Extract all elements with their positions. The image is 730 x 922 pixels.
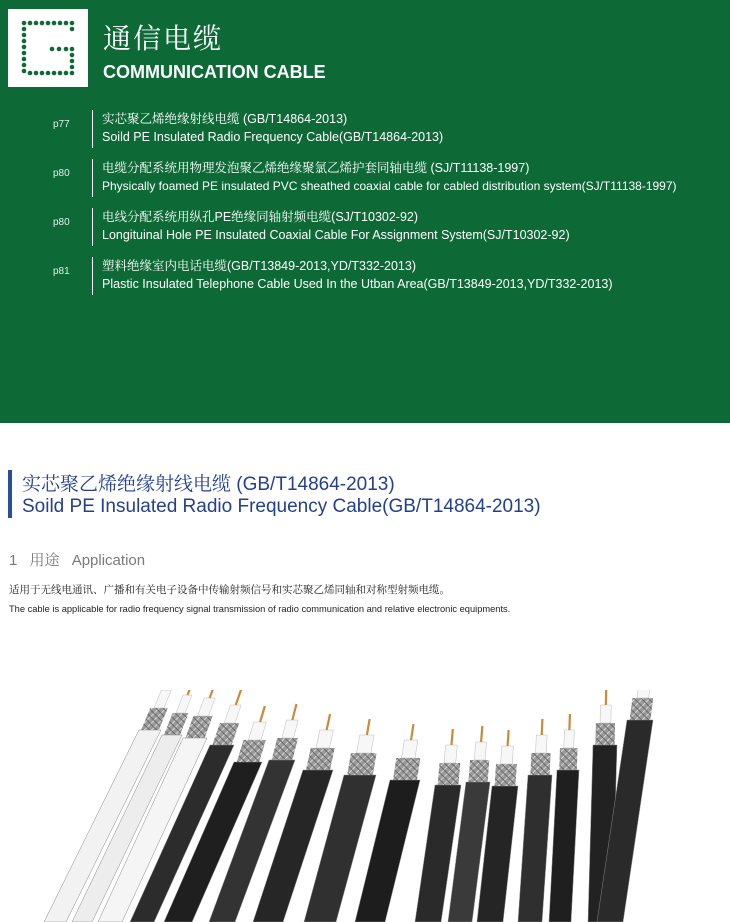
section-title-cn: 实芯聚乙烯绝缘射线电缆 (GB/T14864-2013) (22, 474, 395, 495)
subsection-title-cn: 用途 (29, 552, 60, 569)
toc-entry[interactable] (0, 254, 730, 298)
subsection-title-en: Application (71, 552, 146, 569)
section-accent-bar (8, 470, 12, 518)
toc-page-number: p77 (53, 119, 70, 130)
toc-title-en: Soild PE Insulated Radio Frequency Cable(GB/T14864-2013) (102, 130, 444, 144)
toc-page-number: p80 (53, 168, 70, 179)
description-en: The cable is applicable for radio frequency signal transmission of radio communication and relative electronic equipments. (9, 604, 511, 614)
page-title-en: COMMUNICATION CABLE (103, 62, 326, 82)
subsection-number: 1 (9, 552, 18, 569)
coaxial-cables-photo (0, 690, 730, 922)
toc-divider (92, 110, 93, 148)
toc-entry[interactable] (0, 156, 730, 200)
header-banner (0, 0, 730, 423)
section-title-en: Soild PE Insulated Radio Frequency Cable(GB/T14864-2013) (22, 496, 541, 517)
toc-divider (92, 159, 93, 197)
toc-title-cn: 实芯聚乙烯绝缘射线电缆 (GB/T14864-2013) (102, 112, 348, 126)
toc-title-en: Longituinal Hole PE Insulated Coaxial Cable For Assignment System(SJ/T10302-92) (102, 228, 570, 242)
toc-divider (92, 257, 93, 295)
subsection-heading (9, 549, 153, 570)
toc-title-cn: 塑料绝缘室内电话电缆(GB/T13849-2013,YD/T332-2013) (102, 259, 416, 273)
toc-entry[interactable] (0, 107, 730, 151)
toc-entry[interactable] (0, 205, 730, 249)
toc-page-number: p80 (53, 217, 70, 228)
toc-page-number: p81 (53, 266, 70, 277)
table-of-contents (0, 0, 730, 423)
page-title-cn: 通信电缆 (103, 23, 224, 54)
toc-title-cn: 电缆分配系统用物理发泡聚乙烯绝缘聚氯乙烯护套同轴电缆 (SJ/T11138-1997) (102, 161, 530, 175)
toc-divider (92, 208, 93, 246)
toc-title-en: Plastic Insulated Telephone Cable Used In the Utban Area(GB/T13849-2013,YD/T332-2013) (102, 277, 613, 291)
toc-title-en: Physically foamed PE insulated PVC sheathed coaxial cable for cabled distribution system(SJ/T11138-1997) (102, 179, 677, 193)
toc-title-cn: 电线分配系统用纵孔PE绝缘同轴射频电缆(SJ/T10302-92) (102, 210, 419, 224)
description-cn: 适用于无线电通讯、广播和有关电子设备中传输射频信号和实芯聚乙烯同轴和对称型射频电缆。 (9, 584, 450, 596)
